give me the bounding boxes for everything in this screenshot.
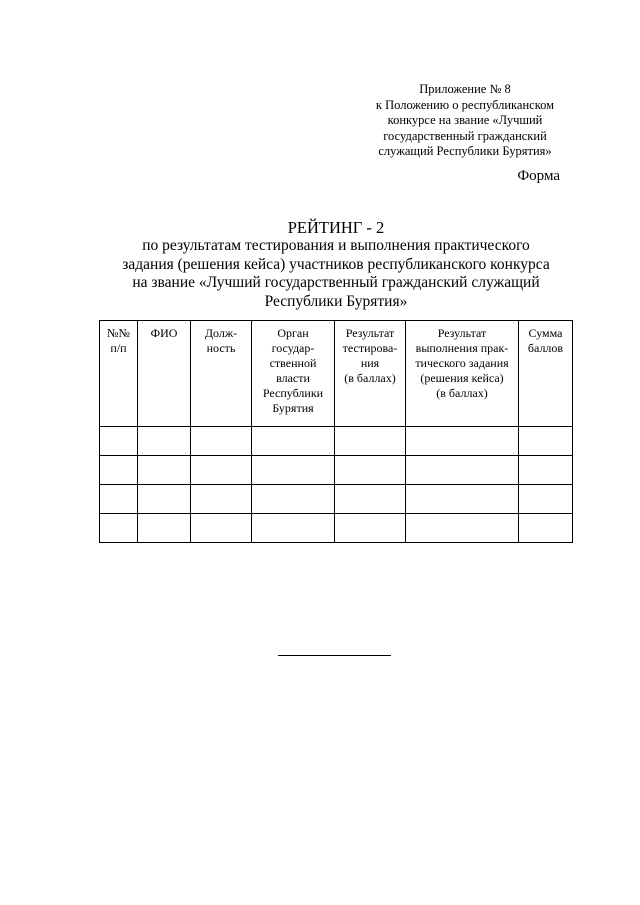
table-cell <box>406 427 519 456</box>
table-cell <box>335 456 406 485</box>
appendix-line: служащий Республики Бурятия» <box>378 144 552 158</box>
column-header-line: выполнения прак- <box>415 341 509 355</box>
table-cell <box>100 427 138 456</box>
table-cell <box>252 456 335 485</box>
table-cell <box>335 427 406 456</box>
column-header-line: Долж- <box>204 326 238 340</box>
column-header-line: тестирова- <box>342 341 398 355</box>
form-label: Форма <box>517 168 560 184</box>
column-header-line: Сумма <box>528 326 563 340</box>
column-header-line: власти <box>276 371 310 385</box>
table-cell <box>138 514 191 543</box>
table-cell <box>138 456 191 485</box>
column-header-line: баллов <box>527 341 564 355</box>
appendix-line: к Положению о республиканском <box>375 97 555 112</box>
table-header-row <box>100 321 573 427</box>
table-cell <box>406 514 519 543</box>
rating-table-body <box>100 427 573 543</box>
table-cell <box>406 485 519 514</box>
rating-table-header <box>100 321 573 427</box>
appendix-line: Приложение № 8 <box>419 82 511 96</box>
column-header <box>138 321 191 427</box>
table-cell <box>138 427 191 456</box>
table-cell <box>100 485 138 514</box>
column-header-line: ность <box>206 341 236 355</box>
column-header <box>100 321 138 427</box>
table-cell <box>406 456 519 485</box>
column-header-line: ственной <box>269 356 317 370</box>
table-cell <box>138 485 191 514</box>
table-row <box>100 514 573 543</box>
document-subtitle-line: задания (решения кейса) участников республиканского конкурса <box>122 255 550 273</box>
column-header-line: (решения кейса) <box>420 371 504 385</box>
table-cell <box>252 514 335 543</box>
table-row <box>100 485 573 514</box>
table-cell <box>191 514 252 543</box>
table-cell <box>252 427 335 456</box>
column-header-line: Результат <box>345 326 395 340</box>
table-cell <box>335 485 406 514</box>
document-subtitle-line: по результатам тестирования и выполнения практического <box>142 237 530 254</box>
column-header-line: ния <box>360 356 380 370</box>
rating-table <box>99 320 573 543</box>
column-header-line: тического задания <box>415 356 509 370</box>
column-header <box>335 321 406 427</box>
table-cell <box>252 485 335 514</box>
column-header <box>406 321 519 427</box>
column-header-line: Республики <box>262 386 324 400</box>
appendix-line: государственный гражданский <box>383 128 547 143</box>
column-header-line: государ- <box>271 341 315 355</box>
table-cell <box>100 514 138 543</box>
table-row <box>100 456 573 485</box>
column-header-line: Бурятия <box>272 401 314 415</box>
appendix-note <box>360 82 570 160</box>
column-header <box>519 321 573 427</box>
column-header-line: №№ <box>107 326 130 340</box>
document-title: РЕЙТИНГ - 2 <box>287 218 385 237</box>
table-row <box>100 427 573 456</box>
column-header <box>191 321 252 427</box>
table-cell <box>519 427 573 456</box>
table-cell <box>519 485 573 514</box>
signature-line <box>278 655 391 656</box>
table-cell <box>335 514 406 543</box>
table-cell <box>519 514 573 543</box>
document-subtitle-line: Республики Бурятия» <box>264 292 408 310</box>
column-header-line: Результат <box>437 326 487 340</box>
column-header-line: ФИО <box>150 326 178 340</box>
document-heading <box>100 218 572 311</box>
column-header-line: (в баллах) <box>436 386 488 400</box>
table-cell <box>191 427 252 456</box>
table-cell <box>100 456 138 485</box>
column-header-line: Орган <box>277 326 309 340</box>
column-header-line: (в баллах) <box>344 371 396 385</box>
table-cell <box>191 456 252 485</box>
column-header-line: п/п <box>110 341 127 355</box>
table-cell <box>191 485 252 514</box>
column-header <box>252 321 335 427</box>
appendix-line: конкурсе на звание «Лучший <box>387 113 543 127</box>
table-cell <box>519 456 573 485</box>
document-subtitle-line: на звание «Лучший государственный гражданский служащий <box>132 274 540 291</box>
